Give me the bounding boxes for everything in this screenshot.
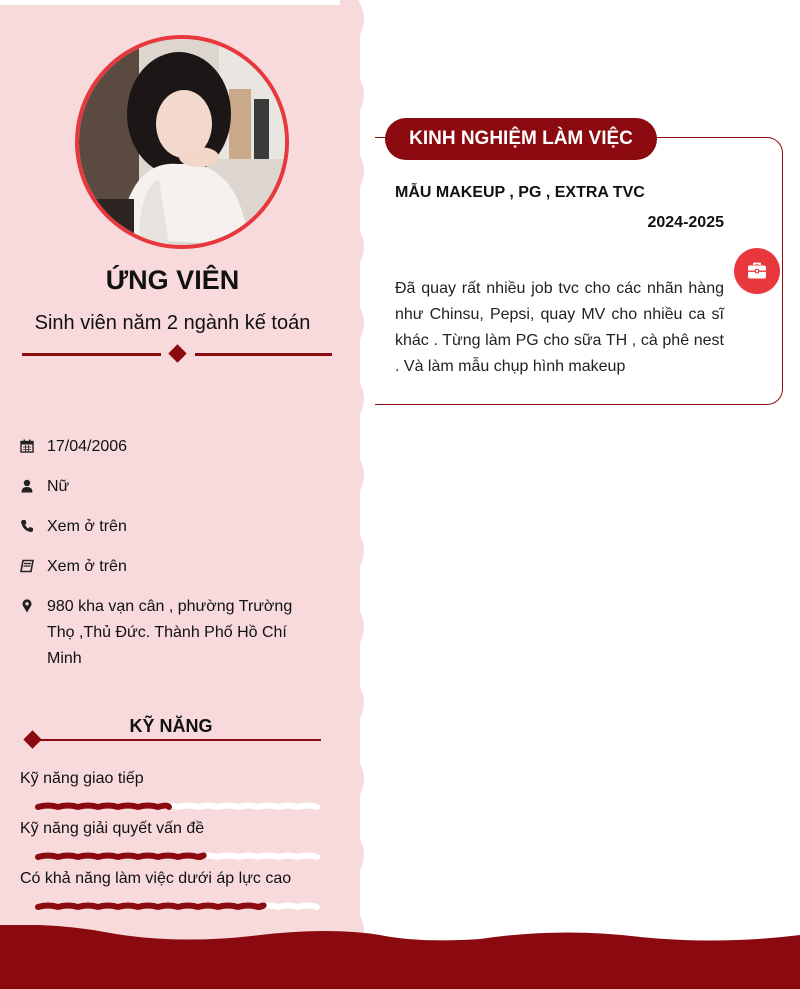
map-marker-icon bbox=[20, 599, 34, 613]
skill-bar-fill bbox=[38, 906, 264, 908]
experience-date: 2024-2025 bbox=[647, 214, 724, 231]
email-icon bbox=[20, 559, 34, 573]
user-icon bbox=[20, 479, 34, 493]
experience-role: MẪU MAKEUP , PG , EXTRA TVC bbox=[395, 184, 645, 201]
skill-label: Kỹ năng giao tiếp bbox=[20, 770, 144, 787]
phone-icon bbox=[20, 519, 34, 533]
footer-wave bbox=[0, 925, 800, 989]
skill-bar-fill bbox=[38, 856, 204, 858]
briefcase-icon bbox=[747, 261, 767, 281]
skill-bar bbox=[35, 852, 320, 862]
skill-label: Có khả năng làm việc dưới áp lực cao bbox=[20, 870, 292, 887]
sidebar-wave-edge bbox=[340, 0, 380, 989]
candidate-subtitle: Sinh viên năm 2 ngành kế toán bbox=[34, 312, 311, 334]
avatar-frame bbox=[75, 35, 289, 249]
skills-title: KỸ NĂNG bbox=[129, 716, 213, 736]
skill-bar bbox=[35, 902, 320, 912]
experience-description: Đã quay rất nhiều job tvc cho các nhãn hàng như Chinsu, Pepsi, quay MV cho nhiều ca sĩ khác . Từng làm PG cho sữa TH , cà phê nest . Và làm mẫu chụp hình makeup bbox=[395, 280, 724, 375]
skill-bar bbox=[35, 802, 320, 812]
name-divider bbox=[22, 344, 332, 366]
experience-heading: KINH NGHIỆM LÀM VIỆC bbox=[385, 118, 657, 160]
briefcase-icon-badge bbox=[734, 248, 780, 294]
calendar-icon bbox=[20, 439, 34, 453]
avatar-photo bbox=[79, 39, 285, 245]
candidate-name: ỨNG VIÊN bbox=[105, 265, 240, 295]
skill-label: Kỹ năng giải quyết vấn đề bbox=[20, 820, 205, 837]
skills-heading bbox=[22, 712, 322, 742]
avatar bbox=[79, 39, 285, 245]
skill-bar-fill bbox=[38, 806, 169, 808]
